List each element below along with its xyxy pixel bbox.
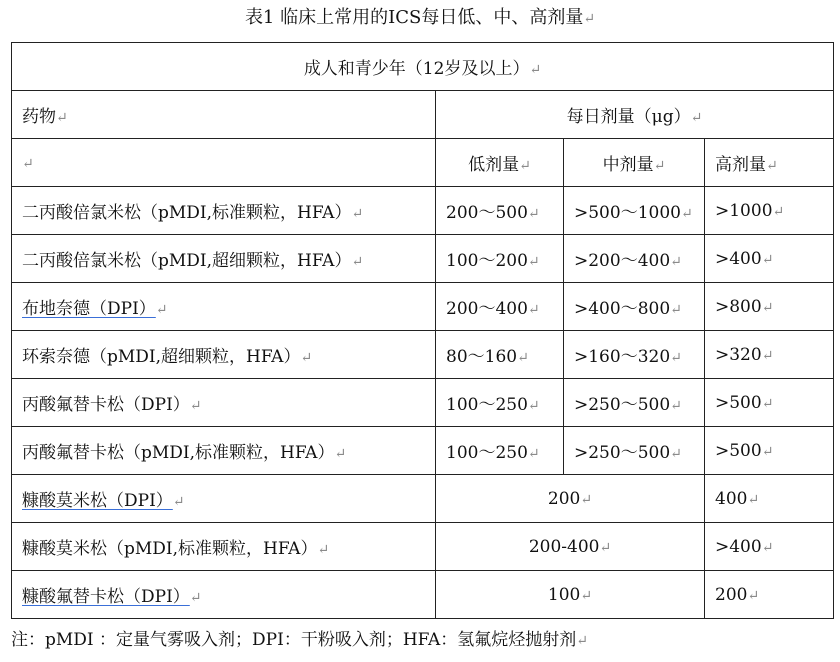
paragraph-mark-icon: ↵ bbox=[747, 491, 760, 508]
title-text: 表1 临床上常用的ICS每日低、中、高剂量 bbox=[244, 7, 584, 28]
mid-dose-cell bbox=[564, 331, 705, 379]
paragraph-mark-icon: ↵ bbox=[56, 110, 68, 126]
paragraph-mark-icon: ↵ bbox=[653, 158, 666, 174]
paragraph-mark-icon: ↵ bbox=[334, 446, 347, 462]
high-dose-value: >500 bbox=[715, 440, 762, 461]
drug-name: 二丙酸倍氯米松（pMDI,超细颗粒，HFA） bbox=[22, 251, 352, 271]
low-dose-header-cell bbox=[436, 139, 564, 187]
low-mid-dose-value: 100 bbox=[547, 584, 581, 605]
high-dose-cell bbox=[705, 187, 834, 235]
drug-name: 丙酸氟替卡松（DPI） bbox=[22, 395, 190, 415]
mid-dose-cell bbox=[564, 379, 705, 427]
high-dose-value: 400 bbox=[715, 488, 748, 509]
high-dose-cell bbox=[705, 571, 834, 619]
paragraph-mark-icon: ↵ bbox=[300, 350, 313, 366]
high-dose-value: >400 bbox=[715, 536, 762, 557]
high-dose-cell bbox=[705, 523, 834, 571]
mid-dose-value: >250～500 bbox=[574, 395, 671, 415]
paragraph-mark-icon: ↵ bbox=[189, 590, 202, 606]
drug-cell bbox=[12, 283, 436, 331]
table-footnote bbox=[11, 628, 588, 653]
table-title bbox=[0, 6, 840, 31]
low-dose-value: 200～500 bbox=[446, 203, 528, 223]
table-row bbox=[12, 283, 834, 331]
drug-header: 药物 bbox=[22, 107, 56, 127]
table-row bbox=[12, 427, 834, 475]
high-dose-cell bbox=[705, 475, 834, 523]
mid-dose-value: >160～320 bbox=[574, 347, 671, 367]
population-row bbox=[12, 43, 834, 91]
mid-dose-cell bbox=[564, 283, 705, 331]
drug-cell bbox=[12, 571, 436, 619]
paragraph-mark-icon: ↵ bbox=[670, 302, 682, 318]
mid-dose-value: >250～500 bbox=[574, 443, 671, 463]
table-row bbox=[12, 379, 834, 427]
high-dose-value: >1000 bbox=[715, 200, 773, 221]
paragraph-mark-icon: ↵ bbox=[519, 158, 531, 174]
drug-cell bbox=[12, 523, 436, 571]
paragraph-mark-icon: ↵ bbox=[766, 158, 778, 174]
dose-header-cell bbox=[436, 91, 834, 139]
low-dose-cell bbox=[436, 427, 564, 475]
table-row bbox=[12, 331, 834, 379]
mid-dose-value: >500～1000 bbox=[574, 203, 681, 223]
low-dose-value: 80～160 bbox=[446, 347, 518, 367]
paragraph-mark-icon: ↵ bbox=[747, 587, 760, 604]
high-dose-cell bbox=[705, 283, 834, 331]
low-dose-value: 200～400 bbox=[446, 299, 528, 319]
paragraph-mark-icon: ↵ bbox=[529, 62, 542, 78]
paragraph-mark-icon: ↵ bbox=[670, 398, 682, 414]
high-dose-header-cell bbox=[705, 139, 834, 187]
paragraph-mark-icon: ↵ bbox=[155, 302, 168, 318]
table-row bbox=[12, 187, 834, 235]
paragraph-mark-icon: ↵ bbox=[576, 633, 588, 649]
high-dose-cell bbox=[705, 379, 834, 427]
low-dose-value: 100～250 bbox=[446, 443, 528, 463]
paragraph-mark-icon: ↵ bbox=[690, 110, 703, 126]
low-mid-dose-cell bbox=[436, 571, 705, 619]
mid-dose-value: >200～400 bbox=[574, 251, 671, 271]
table-row bbox=[12, 475, 834, 523]
high-dose-value: >500 bbox=[715, 392, 762, 413]
drug-cell bbox=[12, 331, 436, 379]
table-row bbox=[12, 523, 834, 571]
low-mid-dose-value: 200 bbox=[547, 488, 581, 509]
high-dose-cell bbox=[705, 331, 834, 379]
paragraph-mark-icon: ↵ bbox=[172, 494, 185, 510]
low-mid-dose-value: 200-400 bbox=[528, 536, 600, 557]
paragraph-mark-icon: ↵ bbox=[670, 350, 682, 366]
paragraph-mark-icon: ↵ bbox=[583, 11, 596, 27]
paragraph-mark-icon: ↵ bbox=[772, 203, 785, 220]
drug-name: 布地奈德（DPI） bbox=[22, 299, 156, 319]
paragraph-mark-icon: ↵ bbox=[761, 443, 774, 460]
high-dose-header: 高剂量 bbox=[715, 155, 766, 175]
drug-cell bbox=[12, 475, 436, 523]
paragraph-mark-icon: ↵ bbox=[680, 206, 693, 222]
paragraph-mark-icon: ↵ bbox=[670, 254, 682, 270]
paragraph-mark-icon: ↵ bbox=[761, 251, 774, 268]
drug-name: 丙酸氟替卡松（pMDI,标准颗粒，HFA） bbox=[22, 443, 335, 463]
paragraph-mark-icon: ↵ bbox=[22, 155, 34, 172]
low-dose-cell bbox=[436, 331, 564, 379]
paragraph-mark-icon: ↵ bbox=[527, 398, 540, 414]
paragraph-mark-icon: ↵ bbox=[351, 206, 364, 222]
footnote-text: 注：pMDI ：定量气雾吸入剂；DPI：干粉吸入剂；HFA：氢氟烷烃抛射剂 bbox=[11, 630, 577, 650]
population-cell bbox=[12, 43, 834, 91]
drug-name: 糠酸氟替卡松（DPI） bbox=[22, 587, 190, 607]
high-dose-cell bbox=[705, 427, 834, 475]
drug-cell bbox=[12, 187, 436, 235]
high-dose-value: >400 bbox=[715, 248, 762, 269]
paragraph-mark-icon: ↵ bbox=[599, 539, 612, 556]
high-dose-cell bbox=[705, 235, 834, 283]
paragraph-mark-icon: ↵ bbox=[517, 350, 529, 366]
paragraph-mark-icon: ↵ bbox=[761, 539, 774, 556]
paragraph-mark-icon: ↵ bbox=[527, 254, 540, 270]
dose-header: 每日剂量（μg） bbox=[566, 107, 691, 127]
low-dose-cell bbox=[436, 379, 564, 427]
paragraph-mark-icon: ↵ bbox=[761, 347, 774, 364]
drug-name: 糠酸莫米松（DPI） bbox=[22, 491, 173, 511]
drug-header-cell bbox=[12, 91, 436, 139]
high-dose-value: >320 bbox=[715, 344, 762, 365]
paragraph-mark-icon: ↵ bbox=[317, 542, 330, 558]
paragraph-mark-icon: ↵ bbox=[670, 446, 682, 462]
table-row bbox=[12, 235, 834, 283]
empty-cell bbox=[12, 139, 436, 187]
ics-dose-table bbox=[11, 42, 834, 619]
header-row bbox=[12, 91, 834, 139]
low-dose-value: 100～200 bbox=[446, 251, 528, 271]
drug-name: 环索奈德（pMDI,超细颗粒，HFA） bbox=[22, 347, 301, 367]
population-text: 成人和青少年（12岁及以上） bbox=[303, 59, 530, 79]
low-dose-value: 100～250 bbox=[446, 395, 528, 415]
low-mid-dose-cell bbox=[436, 523, 705, 571]
paragraph-mark-icon: ↵ bbox=[351, 254, 364, 270]
paragraph-mark-icon: ↵ bbox=[527, 446, 540, 462]
paragraph-mark-icon: ↵ bbox=[761, 299, 774, 316]
low-dose-cell bbox=[436, 187, 564, 235]
high-dose-value: 200 bbox=[715, 584, 748, 605]
high-dose-value: >800 bbox=[715, 296, 762, 317]
low-dose-cell bbox=[436, 235, 564, 283]
drug-cell bbox=[12, 379, 436, 427]
low-dose-cell bbox=[436, 283, 564, 331]
table-row bbox=[12, 571, 834, 619]
mid-dose-cell bbox=[564, 187, 705, 235]
mid-dose-cell bbox=[564, 235, 705, 283]
paragraph-mark-icon: ↵ bbox=[761, 395, 774, 412]
low-mid-dose-cell bbox=[436, 475, 705, 523]
paragraph-mark-icon: ↵ bbox=[580, 587, 593, 604]
mid-dose-value: >400～800 bbox=[574, 299, 671, 319]
drug-name: 糠酸莫米松（pMDI,标准颗粒，HFA） bbox=[22, 539, 318, 559]
low-dose-header: 低剂量 bbox=[468, 155, 520, 175]
drug-cell bbox=[12, 427, 436, 475]
mid-dose-cell bbox=[564, 427, 705, 475]
paragraph-mark-icon: ↵ bbox=[527, 206, 540, 222]
level-header-row bbox=[12, 139, 834, 187]
mid-dose-header-cell bbox=[564, 139, 705, 187]
paragraph-mark-icon: ↵ bbox=[189, 398, 202, 414]
paragraph-mark-icon: ↵ bbox=[527, 302, 540, 318]
mid-dose-header: 中剂量 bbox=[602, 155, 654, 175]
drug-cell bbox=[12, 235, 436, 283]
drug-name: 二丙酸倍氯米松（pMDI,标准颗粒，HFA） bbox=[22, 203, 352, 223]
paragraph-mark-icon: ↵ bbox=[580, 491, 593, 508]
